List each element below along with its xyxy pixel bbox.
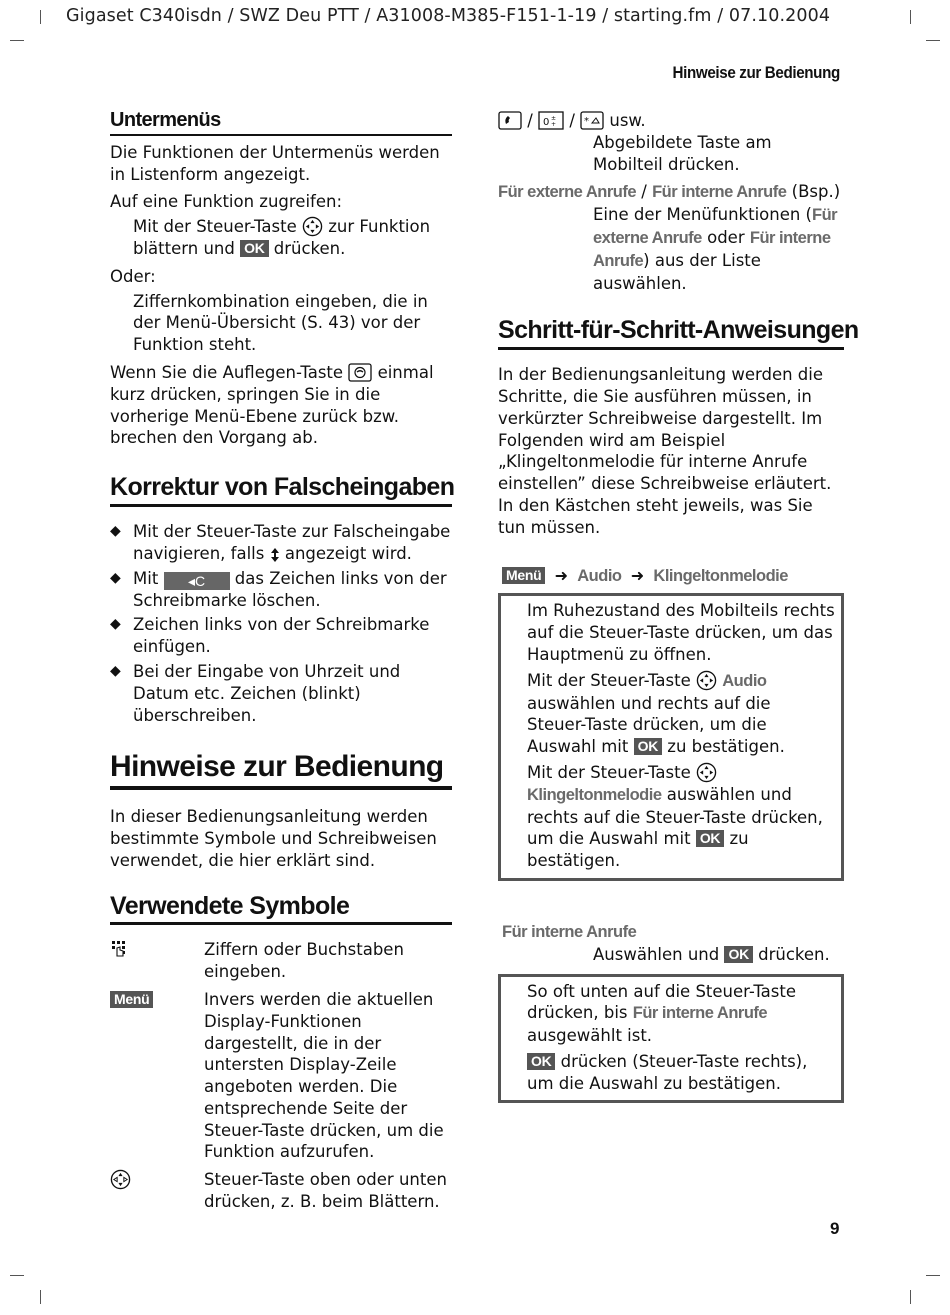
paragraph: Die Funktionen der Untermenüs werden in Listenform angezeigt. (110, 142, 440, 184)
text: Mit der Steuer-Taste (133, 217, 297, 237)
text: ) aus der Liste auswählen. (593, 250, 761, 293)
separator: / (527, 111, 533, 130)
menu-path (502, 565, 844, 588)
text: Auswählen und (593, 944, 720, 964)
ok-key: OK (527, 1053, 555, 1070)
menu-item-label: Klingeltonmelodie (653, 566, 788, 585)
chapter-title-hinweise: Hinweise zur Bedienung (110, 756, 452, 790)
crop-mark (926, 40, 940, 41)
instruction: Ziffernkombination eingeben, die in der Menü-Übersicht (S. 43) vor der Funktion steht. (133, 291, 428, 355)
crop-mark (40, 10, 41, 24)
paragraph (527, 1051, 835, 1095)
paragraph (527, 670, 835, 758)
clear-key: ◂C (164, 572, 230, 590)
separator: / (641, 182, 647, 202)
star-key-icon (580, 111, 604, 130)
right-column (498, 110, 859, 1103)
symbol-description: Ziffern oder Buchstaben eingeben. (204, 940, 404, 982)
text: auswählen und rechts auf die Steuer-Taste drücken, um die Auswahl mit (527, 784, 823, 849)
menu-item-label: Für externe Anrufe (593, 206, 838, 247)
scroll-updown-icon (270, 547, 280, 563)
text: Wenn Sie die Auflegen-Taste (110, 362, 344, 382)
text: zu bestätigen. (527, 829, 749, 871)
menu-key: Menü (110, 991, 153, 1008)
paragraph: In der Bedienungsanleitung werden die Schritte, die Sie ausführen müssen, in verkürzter Schreibweise dargestellt. Im Folgenden wird am Beispiel „Klingeltonmelodie für interne Anrufe einstellen” diese Schreibweise erläutert. In den Kästchen steht jeweils, was Sie tun müssen. (498, 365, 832, 537)
text: auswählen und rechts auf die Steuer-Taste drücken, um die Auswahl mit (527, 693, 771, 757)
text: Mit der Steuer-Taste (527, 762, 691, 782)
description (498, 204, 844, 294)
symbol-row (110, 1169, 452, 1213)
symbol-row (110, 989, 452, 1163)
text: angezeigt wird. (284, 543, 412, 563)
symbol-description: Steuer-Taste oben oder unten drücken, z. B. beim Blättern. (204, 1170, 447, 1212)
menu-key: Menü (502, 567, 545, 584)
text: das Zeichen links von der Schreibmarke löschen. (133, 568, 447, 610)
crop-mark (40, 1290, 41, 1304)
crop-mark (926, 1275, 940, 1276)
menu-item-label: Für externe Anrufe (498, 183, 637, 202)
crop-mark (10, 1275, 24, 1276)
paragraph: In dieser Bedienungsanleitung werden bestimmte Symbole und Schreibweisen verwendet, die hier erklärt sind. (110, 807, 437, 870)
menu-item-label: Audio (722, 671, 767, 690)
keys-line (498, 110, 844, 132)
menu-item-label: Audio (577, 566, 622, 585)
separator: / (569, 111, 575, 130)
text: Mit der Steuer-Taste zur Falscheingabe navigieren, falls (133, 521, 451, 563)
svg-text:±: ± (551, 115, 557, 122)
description (498, 944, 844, 966)
paragraph (527, 762, 835, 872)
text: drücken. (758, 944, 830, 964)
paragraph: Im Ruhezustand des Mobilteils rechts auf die Steuer-Taste drücken, um das Hauptmenü zu öffnen. (527, 601, 835, 664)
symbol-description: Invers werden die aktuellen Display-Funktionen dargestellt, die in der untersten Display-Zeile angeboten werden. Die entsprechende Seite der Steuer-Taste drücken, um die Funktion aufzurufen. (204, 989, 444, 1162)
symbol-cell (110, 989, 204, 1163)
svg-text:0: 0 (543, 117, 550, 128)
arrow-right-icon: ➜ (630, 565, 645, 585)
section-title-korrektur: Korrektur von Falscheingaben (110, 477, 452, 507)
svg-text:+: + (551, 121, 557, 128)
section-title-untermenues: Untermenüs (110, 110, 452, 136)
talk-key-icon (498, 111, 522, 130)
navigation-key-icon (302, 216, 323, 237)
bullet-icon: ◆ (110, 522, 121, 539)
zero-key-icon (538, 111, 564, 130)
crop-mark (10, 40, 24, 41)
keypad-icon (110, 939, 130, 959)
text: (Bsp.) (791, 182, 841, 202)
text: drücken. (273, 238, 346, 258)
ok-key: OK (724, 946, 752, 963)
symbol-cell (110, 939, 204, 983)
text: drücken (Steuer-Taste rechts), um die Auswahl zu bestätigen. (527, 1051, 808, 1093)
list-item (110, 521, 452, 565)
symbol-cell (110, 1169, 204, 1213)
arrow-right-icon: ➜ (554, 565, 569, 585)
page-number: 9 (830, 1219, 840, 1238)
description: Abgebildete Taste am Mobilteil drücken. (593, 132, 772, 174)
text: Bei der Eingabe von Uhrzeit und Datum etc. Zeichen (blinkt) überschreiben. (133, 661, 401, 725)
navigation-key-icon (110, 1169, 131, 1190)
instruction-box (498, 974, 844, 1104)
section-title-symbole: Verwendete Symbole (110, 896, 452, 926)
menu-item-label: Für interne Anrufe (502, 922, 637, 941)
text: Mit (133, 568, 159, 588)
menu-path (502, 921, 844, 944)
list-item (110, 568, 452, 612)
text: einmal kurz drücken, springen Sie in die vorherige Menü-Ebene zurück bzw. brechen den Vorgang ab. (110, 362, 434, 448)
list-item (110, 661, 452, 726)
text: Mit der Steuer-Taste (527, 670, 691, 690)
bullet-icon: ◆ (110, 662, 121, 679)
left-column (110, 109, 455, 1219)
menu-item-label: Für interne Anrufe (593, 228, 831, 270)
list-item (110, 614, 452, 658)
menu-item-label: Klingeltonmelodie (527, 785, 662, 804)
paragraph: Auf eine Funktion zugreifen: (110, 192, 343, 212)
navigation-key-icon (696, 762, 717, 783)
text: So oft unten auf die Steuer-Taste drücken, bis (527, 981, 797, 1023)
text: Zeichen links von der Schreibmarke einfügen. (133, 615, 430, 657)
ok-key: OK (240, 240, 268, 257)
instruction (110, 216, 452, 260)
text: usw. (609, 111, 646, 130)
menu-item-label: Für interne Anrufe (632, 1004, 768, 1023)
instruction-box (498, 593, 844, 881)
end-call-key-icon (348, 363, 372, 382)
section-title-schritt: Schritt-für-Schritt-Anweisungen (498, 320, 844, 350)
bullet-list (110, 521, 452, 726)
symbol-row (110, 939, 452, 983)
text: Eine der Menüfunktionen ( (593, 205, 812, 225)
bullet-icon: ◆ (110, 569, 121, 586)
svg-text:*: * (584, 116, 590, 127)
bullet-icon: ◆ (110, 616, 121, 633)
paragraph (110, 362, 452, 449)
text: ausgewählt ist. (527, 1026, 653, 1046)
text: oder (707, 227, 745, 247)
paragraph (527, 981, 835, 1047)
example-line (498, 181, 844, 204)
text: zur Funktion blättern und (133, 217, 431, 258)
text: zu bestätigen. (667, 737, 785, 757)
crop-mark (910, 10, 911, 24)
ok-key: OK (696, 830, 724, 847)
running-head: Hinweise zur Bedienung (672, 64, 840, 82)
crop-mark (910, 1290, 911, 1304)
menu-item-label: Für interne Anrufe (652, 183, 787, 202)
paragraph: Oder: (110, 266, 156, 286)
navigation-key-icon (696, 670, 717, 691)
ok-key: OK (634, 738, 662, 755)
file-slug: Gigaset C340isdn / SWZ Deu PTT / A31008-M385-F151-1-19 / starting.fm / 07.10.2004 (66, 6, 831, 26)
